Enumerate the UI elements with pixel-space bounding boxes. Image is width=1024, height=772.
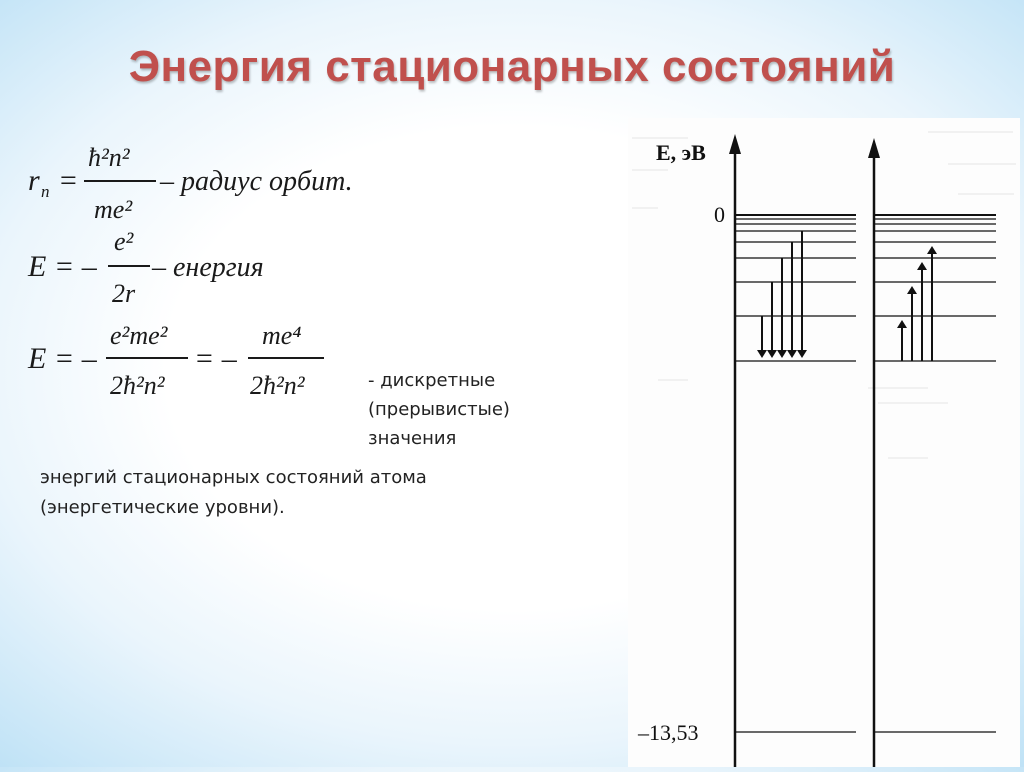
discrete-values-note [368, 366, 598, 453]
formula-block [18, 118, 418, 408]
svg-text:E: E [28, 250, 47, 283]
svg-text:= –: = – [194, 342, 237, 375]
note-line: значения [368, 428, 457, 449]
absorption-arrows [902, 250, 932, 361]
formula-energy [27, 227, 264, 308]
energy-levels-right [874, 215, 996, 732]
formula-orbit-radius [28, 143, 353, 224]
svg-text:=: = [58, 164, 79, 197]
ground-level-label: –13,53 [638, 720, 699, 745]
formula-energy-expanded [27, 321, 324, 400]
right-axis [868, 138, 880, 767]
svg-text:ħ²n²: ħ²n² [88, 143, 130, 172]
svg-text:= –: = – [54, 342, 97, 375]
zero-level-label: 0 [714, 202, 725, 227]
svg-text:2ħ²n²: 2ħ²n² [250, 371, 305, 400]
svg-text:me⁴: me⁴ [262, 321, 302, 350]
energy-levels-left [735, 215, 856, 732]
note-line: (прерывистые) [368, 399, 510, 420]
svg-text:e²: e² [114, 227, 134, 256]
slide-title: Энергия стационарных состояний [128, 42, 896, 91]
svg-text:= –: = – [54, 250, 97, 283]
emission-arrows [762, 231, 802, 354]
svg-text:r: r [28, 164, 40, 197]
svg-text:2r: 2r [112, 279, 136, 308]
svg-text:E: E [28, 342, 47, 375]
svg-text:– радиус орбит.: – радиус орбит. [160, 166, 353, 197]
svg-text:2ħ²n²: 2ħ²n² [110, 371, 165, 400]
svg-text:e²me²: e²me² [110, 321, 168, 350]
description-line: (энергетические уровни). [40, 497, 285, 518]
svg-text:me²: me² [94, 195, 133, 224]
svg-text:n: n [41, 182, 50, 201]
description-line: энергий стационарных состояний атома [40, 467, 427, 488]
svg-text:– енергия: – енергия [152, 252, 264, 283]
energy-levels-description [40, 463, 600, 523]
note-line: - дискретные [368, 370, 496, 391]
energy-level-diagram [628, 118, 1020, 767]
left-axis [729, 134, 741, 767]
axis-label: E, эВ [656, 140, 706, 165]
